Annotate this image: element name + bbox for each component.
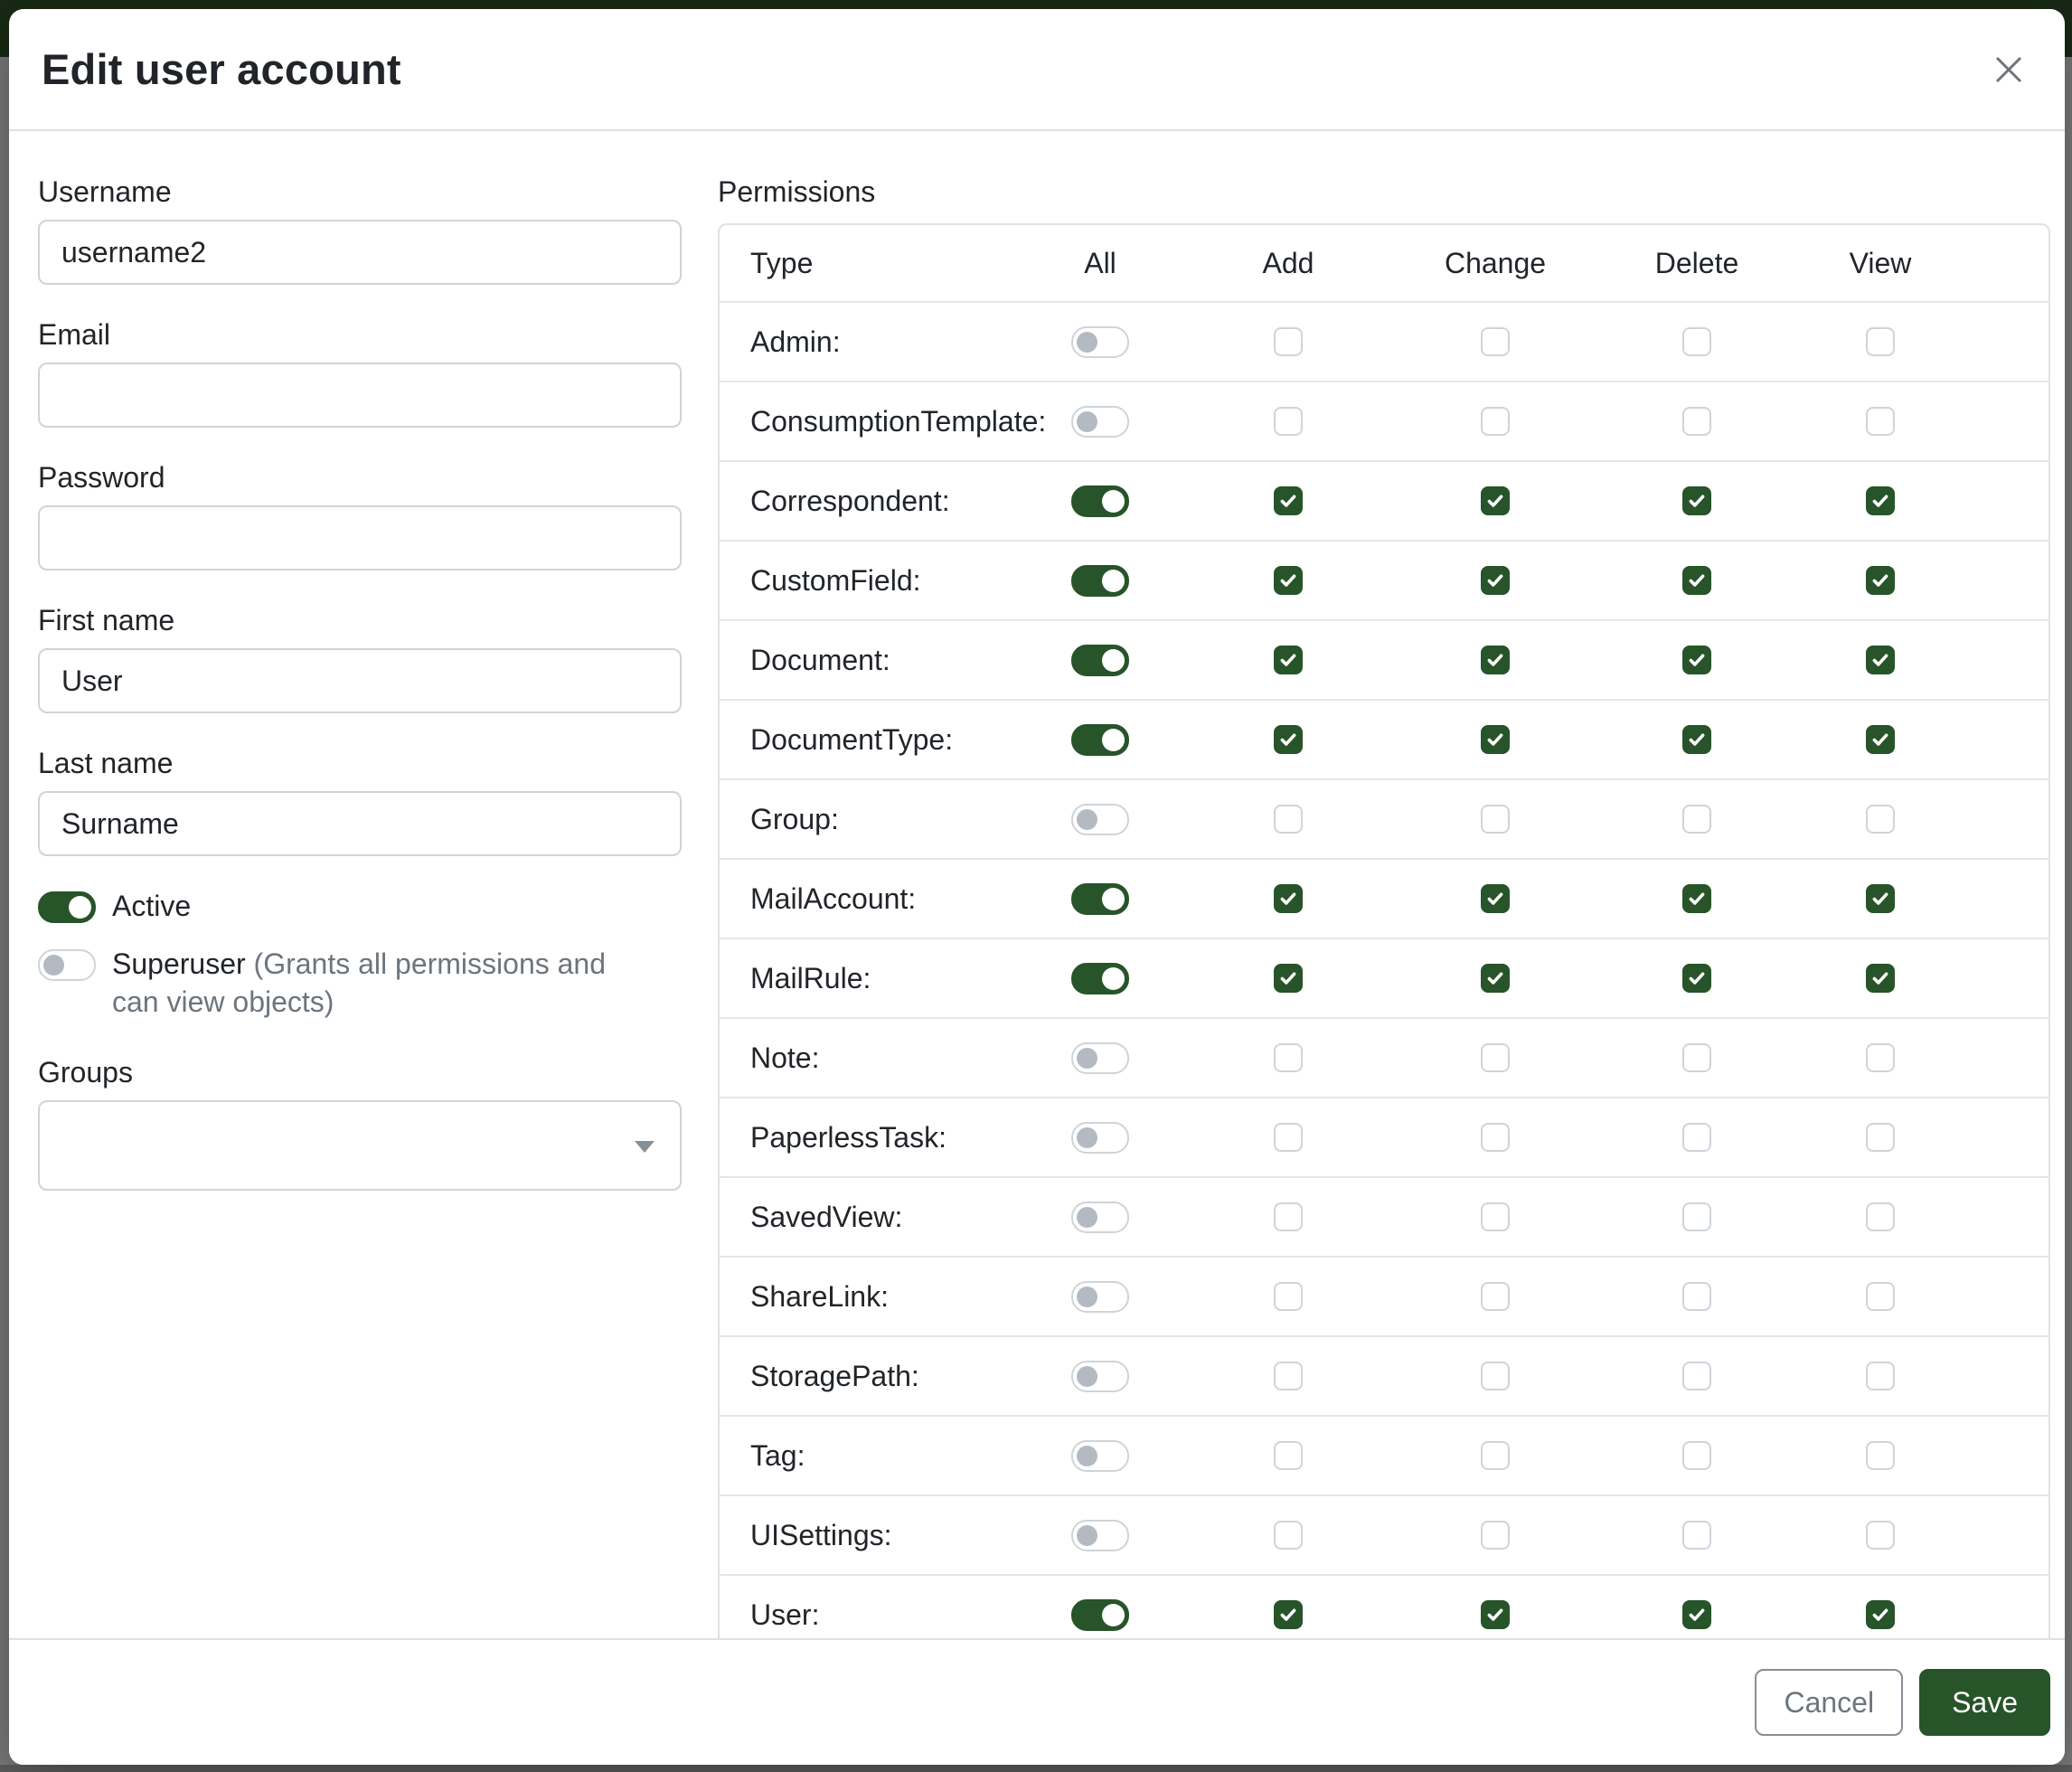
permission-view-checkbox[interactable] [1866, 1123, 1895, 1152]
permission-row [720, 619, 2048, 699]
permission-delete-checkbox[interactable] [1682, 327, 1711, 356]
permission-delete-checkbox[interactable] [1682, 1282, 1711, 1311]
permission-all-toggle[interactable] [1071, 963, 1129, 994]
username-input[interactable] [38, 220, 682, 285]
permissions-section [718, 173, 2050, 1636]
modal-title: Edit user account [42, 45, 401, 93]
permission-add-checkbox[interactable] [1274, 1043, 1303, 1072]
permission-change-checkbox[interactable] [1481, 1441, 1510, 1470]
permission-row [720, 1415, 2048, 1494]
permission-all-toggle[interactable] [1071, 1599, 1129, 1631]
permission-change-checkbox[interactable] [1481, 1521, 1510, 1550]
permission-row [720, 1335, 2048, 1415]
permission-type-label: CustomField: [750, 563, 921, 597]
permission-add-checkbox[interactable] [1274, 1441, 1303, 1470]
permission-view-checkbox[interactable] [1866, 1362, 1895, 1390]
superuser-label-text: Superuser [112, 947, 246, 980]
groups-label: Groups [38, 1056, 133, 1089]
permission-add-checkbox[interactable] [1274, 1282, 1303, 1311]
permission-type-label: StoragePath: [750, 1359, 919, 1392]
permission-add-checkbox[interactable] [1274, 884, 1303, 913]
permission-change-checkbox[interactable] [1481, 1043, 1510, 1072]
permission-change-checkbox[interactable] [1481, 964, 1510, 993]
last-name-group [38, 744, 682, 856]
permission-row [720, 1097, 2048, 1176]
permission-type-label: Document: [750, 643, 890, 676]
save-button[interactable]: Save [1919, 1669, 2050, 1736]
permission-add-checkbox[interactable] [1274, 1521, 1303, 1550]
active-label: Active [112, 890, 192, 922]
permission-type-label: Correspondent: [750, 484, 950, 517]
permission-delete-checkbox[interactable] [1682, 566, 1711, 595]
first-name-field[interactable] [38, 648, 682, 713]
permission-row [720, 1176, 2048, 1256]
permission-type-label: MailRule: [750, 961, 871, 994]
close-icon [1989, 79, 2029, 92]
permission-all-toggle[interactable] [1071, 485, 1129, 517]
permission-type-label: Admin: [750, 325, 841, 358]
username-label: Username [38, 175, 172, 208]
permission-change-checkbox[interactable] [1481, 1282, 1510, 1311]
permission-all-toggle[interactable] [1071, 1122, 1129, 1154]
permission-type-label: ShareLink: [750, 1279, 889, 1313]
superuser-hint: (Grants all permissions and can view objects) [112, 947, 607, 1018]
permissions-table-body [720, 301, 2048, 1654]
permission-type-label: MailAccount: [750, 881, 917, 915]
permission-change-checkbox[interactable] [1481, 1123, 1510, 1152]
cancel-button[interactable]: Cancel [1755, 1669, 1903, 1736]
permission-add-checkbox[interactable] [1274, 1123, 1303, 1152]
permission-delete-checkbox[interactable] [1682, 884, 1711, 913]
email-group [38, 316, 682, 428]
permission-change-checkbox[interactable] [1481, 486, 1510, 515]
permission-row [720, 699, 2048, 778]
edit-user-modal [9, 9, 2065, 1765]
permission-row [720, 381, 2048, 460]
username-group [38, 173, 682, 285]
chevron-down-icon [635, 1141, 655, 1153]
permission-row [720, 938, 2048, 1017]
permission-type-label: ConsumptionTemplate: [750, 404, 1047, 438]
permission-view-checkbox[interactable] [1866, 1521, 1895, 1550]
permission-row [720, 1494, 2048, 1574]
permission-add-checkbox[interactable] [1274, 1362, 1303, 1390]
permission-delete-checkbox[interactable] [1682, 1123, 1711, 1152]
active-row [38, 887, 682, 925]
permission-type-label: Note: [750, 1041, 820, 1074]
permission-all-toggle[interactable] [1071, 1520, 1129, 1551]
permission-all-toggle[interactable] [1071, 724, 1129, 756]
permission-delete-checkbox[interactable] [1682, 1362, 1711, 1390]
column-header-type: Type [750, 246, 814, 279]
permission-add-checkbox[interactable] [1274, 327, 1303, 356]
permission-type-label: User: [750, 1598, 820, 1631]
permission-change-checkbox[interactable] [1481, 1362, 1510, 1390]
password-group [38, 458, 682, 570]
permission-all-toggle[interactable] [1071, 406, 1129, 438]
first-name-group [38, 601, 682, 713]
permission-change-checkbox[interactable] [1481, 805, 1510, 834]
permission-change-checkbox[interactable] [1481, 1600, 1510, 1629]
permission-view-checkbox[interactable] [1866, 964, 1895, 993]
permission-change-checkbox[interactable] [1481, 646, 1510, 674]
permission-view-checkbox[interactable] [1866, 407, 1895, 436]
password-label: Password [38, 461, 165, 494]
permission-all-toggle[interactable] [1071, 565, 1129, 597]
permission-add-checkbox[interactable] [1274, 725, 1303, 754]
permission-view-checkbox[interactable] [1866, 566, 1895, 595]
permission-view-checkbox[interactable] [1866, 1282, 1895, 1311]
permission-row [720, 1256, 2048, 1335]
permission-delete-checkbox[interactable] [1682, 725, 1711, 754]
permission-all-toggle[interactable] [1071, 1281, 1129, 1313]
permission-view-checkbox[interactable] [1866, 327, 1895, 356]
permission-row [720, 858, 2048, 938]
permission-all-toggle[interactable] [1071, 1361, 1129, 1392]
permission-type-label: UISettings: [750, 1518, 892, 1551]
close-button[interactable] [1989, 50, 2029, 90]
permission-row [720, 460, 2048, 540]
email-label: Email [38, 318, 111, 351]
groups-select[interactable] [38, 1100, 682, 1191]
column-header-all: All [1084, 246, 1116, 279]
permission-delete-checkbox[interactable] [1682, 805, 1711, 834]
permission-all-toggle[interactable] [1071, 883, 1129, 915]
permission-add-checkbox[interactable] [1274, 805, 1303, 834]
modal-footer [9, 1638, 2065, 1765]
permission-all-toggle[interactable] [1071, 1202, 1129, 1233]
permission-change-checkbox[interactable] [1481, 407, 1510, 436]
permission-add-checkbox[interactable] [1274, 646, 1303, 674]
column-header-delete: Delete [1654, 246, 1739, 279]
permission-change-checkbox[interactable] [1481, 884, 1510, 913]
column-header-change: Change [1444, 246, 1547, 279]
permission-view-checkbox[interactable] [1866, 1202, 1895, 1231]
permissions-label: Permissions [718, 175, 876, 208]
permission-add-checkbox[interactable] [1274, 1600, 1303, 1629]
user-form [38, 173, 682, 1636]
permission-change-checkbox[interactable] [1481, 566, 1510, 595]
permissions-table-header [720, 225, 2048, 301]
permission-type-label: Tag: [750, 1438, 805, 1472]
permission-all-toggle[interactable] [1071, 645, 1129, 676]
permission-add-checkbox[interactable] [1274, 566, 1303, 595]
permission-change-checkbox[interactable] [1481, 327, 1510, 356]
permission-delete-checkbox[interactable] [1682, 486, 1711, 515]
permission-view-checkbox[interactable] [1866, 1441, 1895, 1470]
modal-body [9, 133, 2065, 1636]
permission-view-checkbox[interactable] [1866, 884, 1895, 913]
permission-add-checkbox[interactable] [1274, 486, 1303, 515]
permission-all-toggle[interactable] [1071, 1440, 1129, 1472]
column-header-add: Add [1262, 246, 1314, 279]
permission-type-label: Group: [750, 802, 839, 835]
permission-view-checkbox[interactable] [1866, 1043, 1895, 1072]
permission-view-checkbox[interactable] [1866, 805, 1895, 834]
active-toggle[interactable] [38, 891, 96, 923]
permission-view-checkbox[interactable] [1866, 1600, 1895, 1629]
permission-delete-checkbox[interactable] [1682, 1202, 1711, 1231]
permission-change-checkbox[interactable] [1481, 1202, 1510, 1231]
email-field[interactable] [38, 363, 682, 428]
permission-view-checkbox[interactable] [1866, 486, 1895, 515]
permission-add-checkbox[interactable] [1274, 1202, 1303, 1231]
permission-add-checkbox[interactable] [1274, 964, 1303, 993]
permission-delete-checkbox[interactable] [1682, 407, 1711, 436]
last-name-field[interactable] [38, 791, 682, 856]
permission-delete-checkbox[interactable] [1682, 1521, 1711, 1550]
column-header-view: View [1849, 246, 1912, 279]
last-name-label: Last name [38, 747, 174, 779]
permission-delete-checkbox[interactable] [1682, 1043, 1711, 1072]
permission-change-checkbox[interactable] [1481, 725, 1510, 754]
permission-add-checkbox[interactable] [1274, 407, 1303, 436]
superuser-row [38, 945, 682, 1021]
permission-all-toggle[interactable] [1071, 804, 1129, 835]
permission-type-label: SavedView: [750, 1200, 903, 1233]
permission-all-toggle[interactable] [1071, 1042, 1129, 1074]
permission-type-label: PaperlessTask: [750, 1120, 947, 1154]
permission-delete-checkbox[interactable] [1682, 646, 1711, 674]
permission-view-checkbox[interactable] [1866, 646, 1895, 674]
permission-all-toggle[interactable] [1071, 326, 1129, 358]
permission-row [720, 1017, 2048, 1097]
permission-delete-checkbox[interactable] [1682, 1600, 1711, 1629]
modal-header [9, 9, 2065, 131]
permission-row [720, 540, 2048, 619]
password-field[interactable] [38, 505, 682, 570]
first-name-label: First name [38, 604, 175, 636]
permission-row [720, 778, 2048, 858]
permission-view-checkbox[interactable] [1866, 725, 1895, 754]
permission-delete-checkbox[interactable] [1682, 964, 1711, 993]
superuser-label [112, 945, 655, 1021]
permissions-table [718, 223, 2050, 1655]
permission-delete-checkbox[interactable] [1682, 1441, 1711, 1470]
dimmed-page-bottom [0, 1765, 2072, 1772]
groups-group [38, 1053, 682, 1191]
permission-type-label: DocumentType: [750, 722, 954, 756]
permission-row [720, 301, 2048, 381]
superuser-toggle[interactable] [38, 949, 96, 981]
